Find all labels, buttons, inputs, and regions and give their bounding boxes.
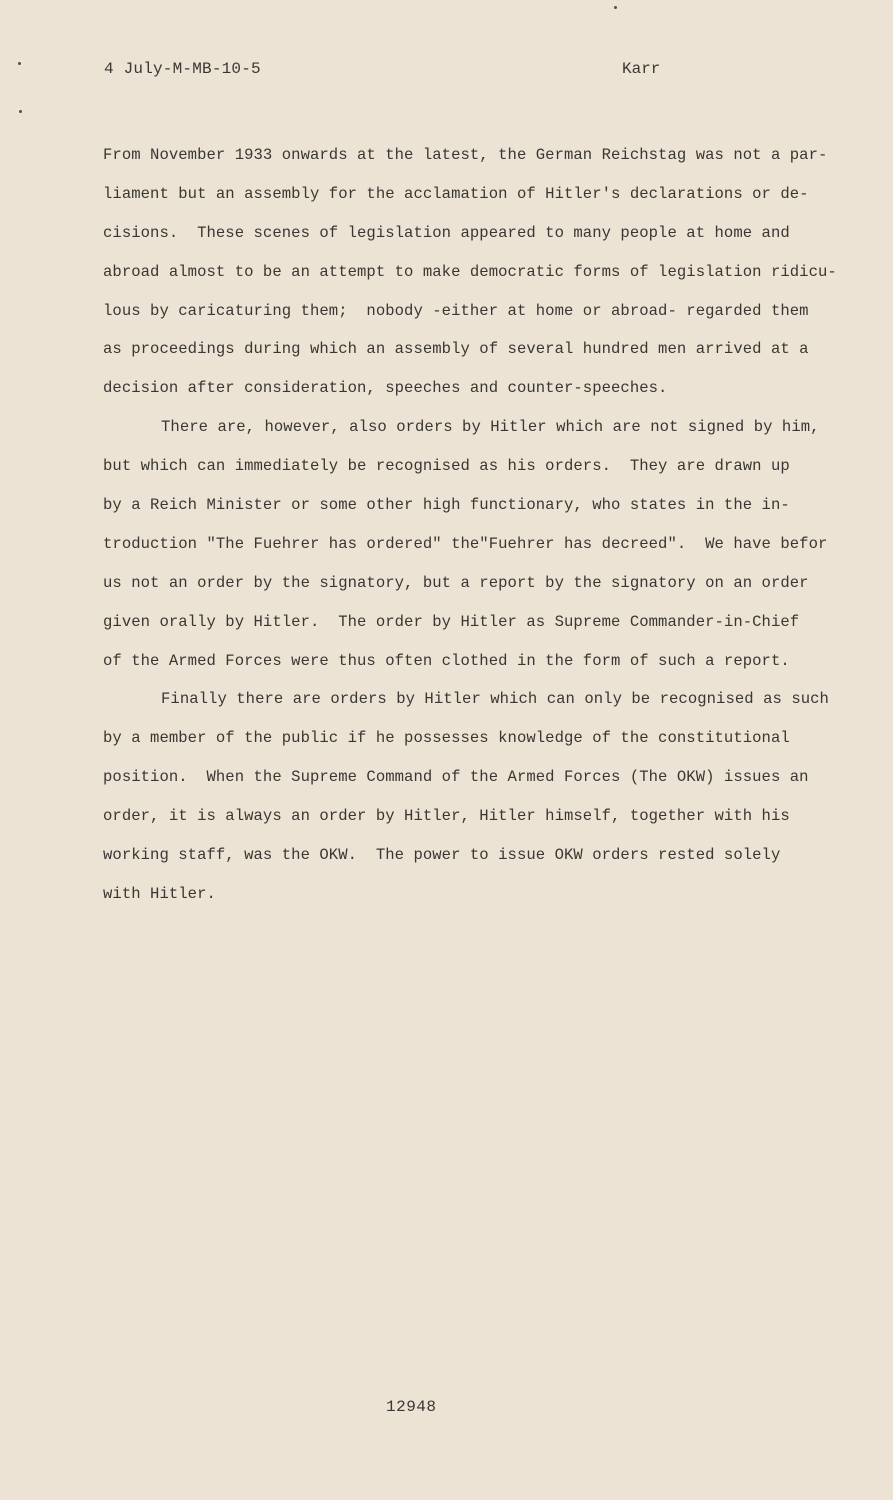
paper-speck	[19, 110, 22, 113]
reporter-name: Karr	[622, 60, 661, 78]
text-line: by a member of the public if he possesses knowledge of the constitutional	[103, 729, 790, 748]
text-line: as proceedings during which an assembly of several hundred men arrived at a	[103, 340, 809, 359]
text-line: decision after consideration, speeches and counter-speeches.	[103, 379, 668, 398]
text-line: liament but an assembly for the acclamation of Hitler's declarations or de-	[103, 184, 809, 203]
text-line: of the Armed Forces were thus often clothed in the form of such a report.	[103, 651, 790, 670]
text-line: with Hitler.	[103, 884, 216, 903]
text-line: position. When the Supreme Command of the Armed Forces (The OKW) issues an	[103, 768, 809, 787]
text-line: given orally by Hitler. The order by Hitler as Supreme Commander-in-Chief	[103, 612, 800, 631]
text-line: troduction "The Fuehrer has ordered" the"Fuehrer has decreed". We have befor	[103, 534, 828, 553]
text-line: abroad almost to be an attempt to make democratic forms of legislation ridicu-	[103, 262, 837, 281]
text-line: Finally there are orders by Hitler which can only be recognised as such	[161, 690, 829, 709]
document-reference: 4 July-M-MB-10-5	[104, 60, 261, 78]
paragraph-2	[103, 408, 845, 680]
text-line: From November 1933 onwards at the latest, the German Reichstag was not a par-	[103, 146, 828, 164]
transcript-body	[103, 136, 845, 914]
paper-speck	[614, 6, 617, 9]
text-line: lous by caricaturing them; nobody -either at home or abroad- regarded them	[103, 301, 809, 320]
text-line: by a Reich Minister or some other high functionary, who states in the in-	[103, 496, 790, 515]
text-line: There are, however, also orders by Hitler which are not signed by him,	[161, 418, 820, 437]
paragraph-3	[103, 680, 845, 913]
text-line: working staff, was the OKW. The power to issue OKW orders rested solely	[103, 846, 781, 865]
text-line: order, it is always an order by Hitler, Hitler himself, together with his	[103, 807, 790, 826]
text-line: but which can immediately be recognised as his orders. They are drawn up	[103, 457, 790, 476]
page-number: 12948	[386, 1398, 437, 1416]
paper-speck	[18, 62, 21, 65]
text-line: us not an order by the signatory, but a report by the signatory on an order	[103, 573, 809, 592]
text-line: cisions. These scenes of legislation appeared to many people at home and	[103, 223, 790, 242]
paragraph-1	[103, 136, 845, 408]
